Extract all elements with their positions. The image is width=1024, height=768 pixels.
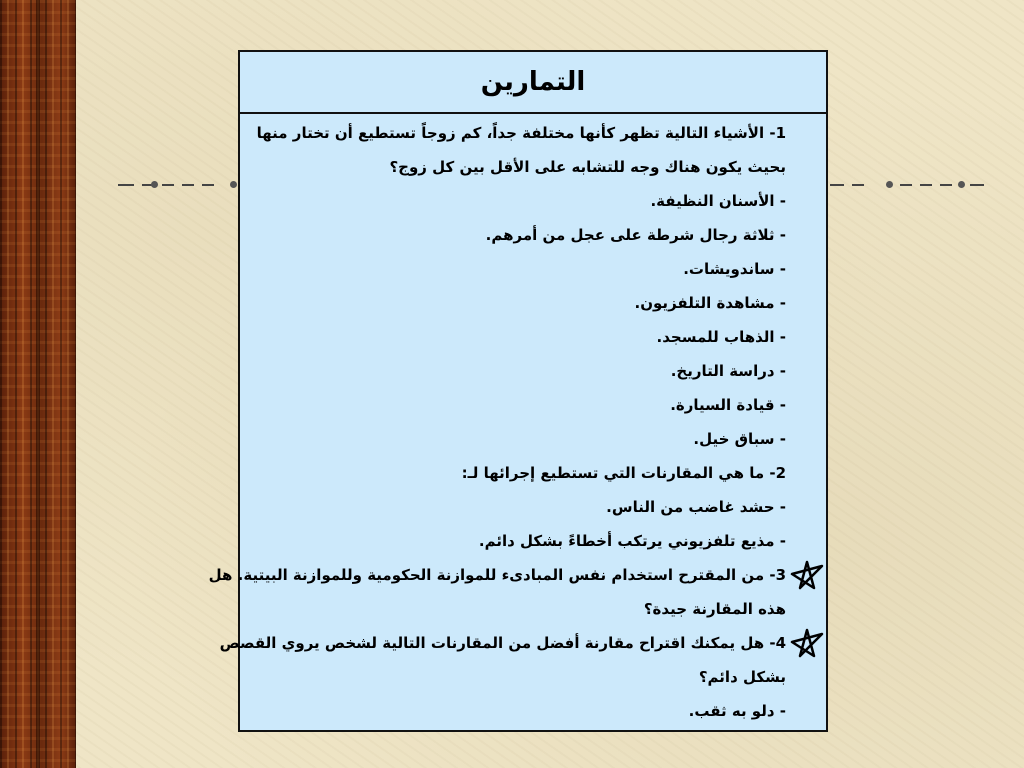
exercise-line: - مذيع تلفزيوني يرتكب أخطاءً بشكل دائم. (478, 532, 786, 550)
exercise-line-text: 3- من المقترح استخدام نفس المبادىء للموازنة الحكومية وللموازنة البيتية. هل (208, 566, 786, 584)
decorative-line-right (830, 184, 992, 186)
exercise-line: 1- الأشياء التالية تظهر كأنها مختلفة جداً، كم زوجاً تستطيع أن تختار منها (256, 124, 786, 142)
exercise-line: - حشد غاضب من الناس. (606, 498, 786, 516)
exercise-line: - ثلاثة رجال شرطة على عجل من أمرهم. (485, 226, 786, 244)
exercise-line (219, 626, 786, 660)
exercise-line: - دراسة التاريخ. (670, 362, 786, 380)
exercise-line: - ساندويشات. (683, 260, 786, 278)
exercise-line: بحيث يكون هناك وجه للتشابه على الأقل بين كل زوج؟ (389, 158, 786, 176)
exercise-line: بشكل دائم؟ (698, 668, 786, 686)
exercise-line: - قيادة السيارة. (670, 396, 786, 414)
hand-drawn-star-icon (790, 628, 824, 658)
panel-title: التمارين (480, 67, 586, 97)
decorative-line-left (118, 184, 240, 186)
exercise-line: 2- ما هي المقارنات التي تستطيع إجرائها لـ: (461, 464, 786, 482)
exercise-line: - دلو به ثقب. (688, 702, 786, 720)
wooden-side-strip (0, 0, 76, 768)
panel-header (240, 52, 826, 114)
exercise-line-text: 4- هل يمكنك اقتراح مقارنة أفضل من المقارنات التالية لشخص يروي القصص (219, 634, 786, 652)
exercise-line: - الذهاب للمسجد. (656, 328, 786, 346)
exercise-list (208, 116, 786, 728)
exercise-line: هذه المقارنة جيدة؟ (643, 600, 786, 618)
exercises-panel (208, 50, 828, 732)
exercise-line (208, 558, 786, 592)
exercise-line: - الأسنان النظيفة. (650, 192, 786, 210)
exercise-line: - سباق خيل. (693, 430, 786, 448)
hand-drawn-star-icon (790, 560, 824, 590)
exercise-line: - مشاهدة التلفزيون. (634, 294, 786, 312)
